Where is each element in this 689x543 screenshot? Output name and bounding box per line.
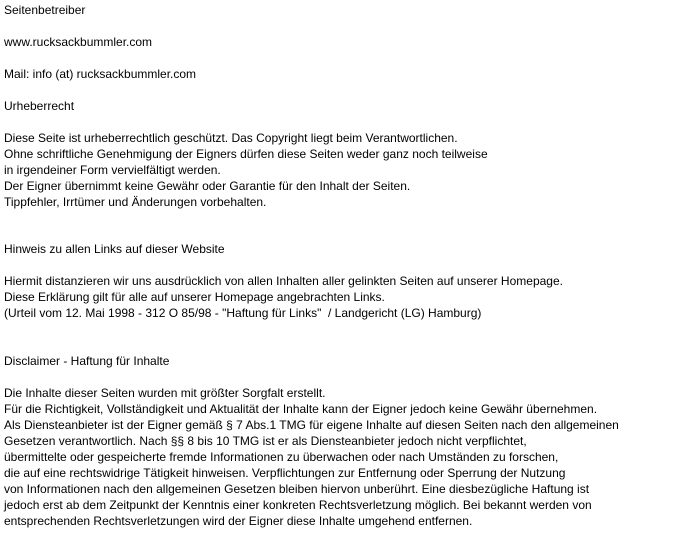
disclaimer-line: von Informationen nach den allgemeinen Gesetzen bleiben hiervon unberührt. Eine diesbezügliche Haftung ist [4, 482, 590, 496]
website-url: www.rucksackbummler.com [4, 35, 153, 49]
disclaimer-line: die auf eine rechtswidrige Tätigkeit hinweisen. Verpflichtungen zur Entfernung oder Sperrung der Nutzung [4, 466, 566, 480]
links-heading: Hinweis zu allen Links auf dieser Website [4, 242, 225, 256]
copyright-line: Ohne schriftliche Genehmigung der Eigners dürfen diese Seiten weder ganz noch teilweise [4, 147, 488, 161]
disclaimer-line: jedoch erst ab dem Zeitpunkt der Kenntnis einer konkreten Rechtsverletzung möglich. Bei bekannt werden von [4, 498, 592, 512]
disclaimer-line: Für die Richtigkeit, Vollständigkeit und Aktualität der Inhalte kann der Eigner jedoch keine Gewähr übernehmen. [4, 402, 598, 416]
disclaimer-line: Als Diensteanbieter ist der Eigner gemäß § 7 Abs.1 TMG für eigene Inhalte auf diesen Seiten nach den allgemeinen [4, 418, 619, 432]
contact-mail: Mail: info (at) rucksackbummler.com [4, 67, 197, 81]
copyright-line: Tippfehler, Irrtümer und Änderungen vorbehalten. [4, 195, 267, 209]
links-line: (Urteil vom 12. Mai 1998 - 312 O 85/98 - "Haftung für Links" / Landgericht (LG) Hamburg) [4, 306, 482, 320]
links-line: Hiermit distanzieren wir uns ausdrücklich von allen Inhalten aller gelinkten Seiten auf unserer Homepage. [4, 274, 563, 288]
disclaimer-line: übermittelte oder gespeicherte fremde Informationen zu überwachen oder nach Umständen zu forschen, [4, 450, 559, 464]
disclaimer-heading: Disclaimer - Haftung für Inhalte [4, 354, 170, 368]
copyright-line: Der Eigner übernimmt keine Gewähr oder Garantie für den Inhalt der Seiten. [4, 179, 411, 193]
copyright-line: in irgendeiner Form vervielfältigt werden. [4, 163, 221, 177]
disclaimer-line: Die Inhalte dieser Seiten wurden mit größter Sorgfalt erstellt. [4, 386, 326, 400]
links-line: Diese Erklärung gilt für alle auf unserer Homepage angebrachten Links. [4, 290, 385, 304]
operator-heading: Seitenbetreiber [4, 3, 86, 17]
copyright-heading: Urheberrecht [4, 99, 75, 113]
copyright-line: Diese Seite ist urheberrechtlich geschützt. Das Copyright liegt beim Verantwortlichen. [4, 131, 458, 145]
disclaimer-line: Gesetzen verantwortlich. Nach §§ 8 bis 10 TMG ist er als Diensteanbieter jedoch nicht verpflichtet, [4, 434, 527, 448]
disclaimer-line: entsprechenden Rechtsverletzungen wird der Eigner diese Inhalte umgehend entfernen. [4, 514, 473, 528]
